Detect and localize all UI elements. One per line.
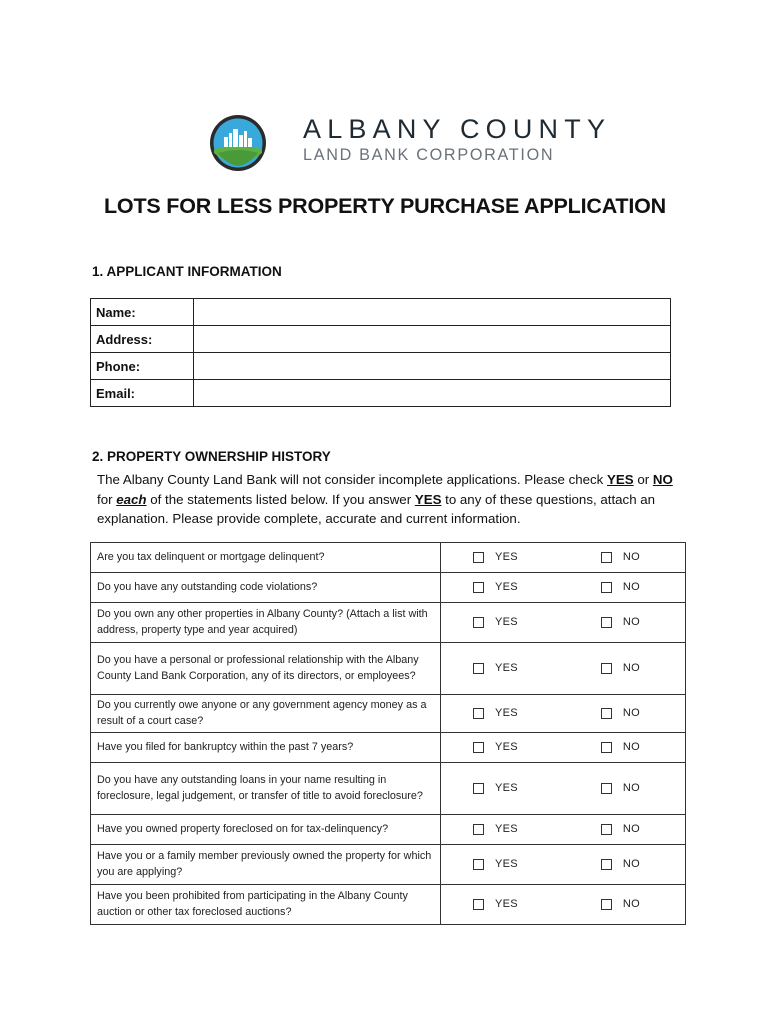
yes-label: YES [495,897,518,910]
question-row [91,573,686,603]
question-text: Do you have any outstanding loans in your name resulting in foreclosure, legal judgement, or transfer of title to avoid foreclosure? [91,763,441,815]
field-label: Phone: [91,353,194,380]
question-row [91,885,686,925]
no-option[interactable] [563,857,685,873]
yes-label: YES [495,550,518,563]
section-2-heading: 2. PROPERTY OWNERSHIP HISTORY [92,449,331,464]
no-cell [563,573,686,603]
no-label: NO [622,857,640,870]
field-label: Address: [91,326,194,353]
question-text: Have you been prohibited from participating in the Albany County auction or other tax foreclosed auctions? [91,885,441,925]
yes-cell [441,733,563,763]
no-label: NO [622,580,640,593]
yes-cell [441,573,563,603]
no-option[interactable] [563,580,685,596]
logo-title: ALBANY COUNTY [303,114,612,144]
yes-cell [441,603,563,643]
question-row [91,603,686,643]
question-text: Do you have any outstanding code violations? [91,573,441,603]
yes-cell [441,815,563,845]
yes-checkbox[interactable] [473,824,484,835]
question-row [91,763,686,815]
no-checkbox[interactable] [601,663,612,674]
yes-cell [441,763,563,815]
no-option[interactable] [563,615,685,631]
document-title: LOTS FOR LESS PROPERTY PURCHASE APPLICATION [103,194,666,218]
question-text: Do you have a personal or professional relationship with the Albany County Land Bank Corporation, any of its directors, or employees? [91,643,441,695]
yes-option[interactable] [441,781,563,797]
no-cell [563,603,686,643]
phone-input[interactable] [194,353,671,380]
no-checkbox[interactable] [601,582,612,593]
no-label: NO [622,550,640,563]
yes-option[interactable] [441,661,563,677]
no-option[interactable] [563,897,685,913]
no-cell [563,643,686,695]
question-row [91,643,686,695]
field-row-phone [91,353,671,380]
no-cell [563,695,686,733]
question-row [91,815,686,845]
no-label: NO [622,706,640,719]
yes-option[interactable] [441,857,563,873]
question-row [91,733,686,763]
no-checkbox[interactable] [601,899,612,910]
question-row [91,543,686,573]
no-option[interactable] [563,706,685,722]
question-text: Have you owned property foreclosed on for tax-delinquency? [91,815,441,845]
no-checkbox[interactable] [601,824,612,835]
ownership-questions-table [90,542,686,925]
albany-skyline-logo-icon [208,113,268,173]
no-label: NO [622,822,640,835]
no-checkbox[interactable] [601,552,612,563]
no-option[interactable] [563,781,685,797]
yes-cell [441,845,563,885]
yes-label: YES [495,661,518,674]
yes-checkbox[interactable] [473,708,484,719]
yes-cell [441,543,563,573]
no-checkbox[interactable] [601,783,612,794]
question-text: Do you own any other properties in Albany County? (Attach a list with address, property type and year acquired) [91,603,441,643]
yes-label: YES [495,857,518,870]
yes-checkbox[interactable] [473,552,484,563]
no-cell [563,733,686,763]
instructions-paragraph: The Albany County Land Bank will not consider incomplete applications. Please check YES or NO for each of the statements listed below. If you answer YES to any of these questions, attach an explanation. Please provide complete, accurate and current information. [97,472,673,526]
yes-option[interactable] [441,706,563,722]
yes-checkbox[interactable] [473,742,484,753]
no-cell [563,763,686,815]
no-option[interactable] [563,661,685,677]
yes-label: YES [495,580,518,593]
question-text: Have you filed for bankruptcy within the past 7 years? [91,733,441,763]
no-option[interactable] [563,822,685,838]
yes-cell [441,885,563,925]
no-cell [563,885,686,925]
yes-cell [441,695,563,733]
logo-subtitle: LAND BANK CORPORATION [303,146,555,164]
yes-cell [441,643,563,695]
no-label: NO [622,897,640,910]
field-label: Name: [91,299,194,326]
question-text: Are you tax delinquent or mortgage delinquent? [91,543,441,573]
yes-checkbox[interactable] [473,582,484,593]
question-text: Have you or a family member previously owned the property for which you are applying? [91,845,441,885]
no-option[interactable] [563,550,685,566]
no-checkbox[interactable] [601,617,612,628]
yes-option[interactable] [441,550,563,566]
yes-option[interactable] [441,615,563,631]
no-label: NO [622,740,640,753]
yes-checkbox[interactable] [473,783,484,794]
yes-checkbox[interactable] [473,859,484,870]
no-cell [563,543,686,573]
no-checkbox[interactable] [601,742,612,753]
yes-checkbox[interactable] [473,899,484,910]
yes-option[interactable] [441,580,563,596]
yes-label: YES [495,740,518,753]
no-checkbox[interactable] [601,859,612,870]
name-input[interactable] [194,299,671,326]
no-label: NO [622,781,640,794]
yes-label: YES [495,822,518,835]
yes-checkbox[interactable] [473,617,484,628]
no-cell [563,815,686,845]
yes-label: YES [495,706,518,719]
no-checkbox[interactable] [601,708,612,719]
field-row-name [91,299,671,326]
question-text: Do you currently owe anyone or any government agency money as a result of a court case? [91,695,441,733]
yes-option[interactable] [441,740,563,756]
yes-checkbox[interactable] [473,663,484,674]
yes-label: YES [495,781,518,794]
no-option[interactable] [563,740,685,756]
applicant-info-table [90,298,671,407]
address-input[interactable] [194,326,671,353]
yes-option[interactable] [441,822,563,838]
email-input[interactable] [194,380,671,407]
yes-option[interactable] [441,897,563,913]
question-row [91,695,686,733]
field-label: Email: [91,380,194,407]
no-label: NO [622,661,640,674]
question-row [91,845,686,885]
field-row-email [91,380,671,407]
yes-label: YES [495,615,518,628]
field-row-address [91,326,671,353]
no-cell [563,845,686,885]
no-label: NO [622,615,640,628]
section-1-heading: 1. APPLICANT INFORMATION [92,264,282,279]
